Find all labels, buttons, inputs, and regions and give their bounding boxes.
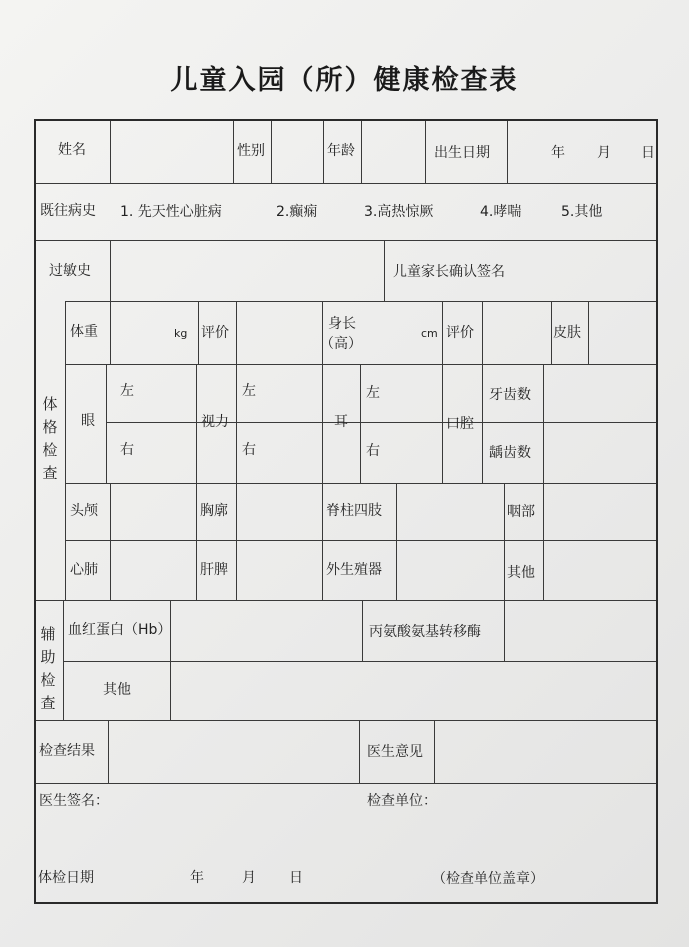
birth-year-label: 年 bbox=[551, 145, 565, 161]
row-divider bbox=[36, 183, 656, 184]
history-option: 2.癫痫 bbox=[276, 204, 318, 220]
page-title: 儿童入园（所）健康检查表 bbox=[170, 65, 519, 96]
caries-count-label: 龋齿数 bbox=[489, 445, 531, 461]
birth-day-label: 日 bbox=[641, 145, 655, 161]
eye-right-label: 右 bbox=[120, 442, 134, 458]
history-option: 1. 先天性心脏病 bbox=[120, 204, 222, 220]
row-divider bbox=[36, 600, 656, 601]
col-divider bbox=[425, 121, 426, 183]
col-divider bbox=[236, 301, 237, 364]
exam-date-label: 体检日期 bbox=[38, 870, 94, 886]
row-divider bbox=[65, 301, 656, 302]
weight-unit: kg bbox=[174, 327, 188, 340]
skin-label: 皮肤 bbox=[553, 325, 581, 341]
col-divider bbox=[442, 364, 443, 483]
exam-result-label: 检查结果 bbox=[39, 743, 95, 759]
weight-label: 体重 bbox=[70, 324, 98, 340]
col-divider bbox=[110, 483, 111, 600]
col-divider bbox=[198, 301, 199, 364]
col-divider bbox=[359, 720, 360, 783]
row-divider bbox=[106, 422, 656, 423]
doctor-opinion-label: 医生意见 bbox=[367, 744, 423, 760]
row-divider bbox=[65, 540, 656, 541]
col-divider bbox=[543, 364, 544, 483]
col-divider bbox=[63, 600, 64, 720]
row-divider bbox=[65, 483, 656, 484]
col-divider bbox=[271, 121, 272, 183]
row-divider bbox=[63, 661, 656, 662]
auxiliary-section-label: 辅助检查 bbox=[40, 625, 56, 712]
col-divider bbox=[170, 600, 171, 720]
name-label: 姓名 bbox=[58, 142, 86, 158]
col-divider bbox=[543, 483, 544, 600]
col-divider bbox=[384, 240, 385, 301]
col-divider bbox=[110, 301, 111, 364]
col-divider bbox=[236, 364, 237, 483]
stamp-label: （检查单位盖章） bbox=[432, 871, 544, 887]
vision-left-label: 左 bbox=[242, 383, 256, 399]
col-divider bbox=[504, 483, 505, 600]
vision-label: 视力 bbox=[201, 414, 229, 430]
col-divider bbox=[482, 301, 483, 364]
row-divider bbox=[36, 720, 656, 721]
col-divider bbox=[65, 301, 66, 600]
head-label: 头颅 bbox=[70, 503, 98, 519]
oral-label: 口腔 bbox=[446, 416, 474, 432]
col-divider bbox=[196, 364, 197, 483]
col-divider bbox=[442, 301, 443, 364]
birth-date-label: 出生日期 bbox=[434, 145, 490, 161]
eye-label: 眼 bbox=[81, 413, 95, 429]
gender-label: 性别 bbox=[237, 143, 265, 159]
col-divider bbox=[233, 121, 234, 183]
spine-label: 脊柱四肢 bbox=[326, 503, 382, 519]
doctor-signature-label: 医生签名： bbox=[39, 793, 109, 809]
col-divider bbox=[106, 364, 107, 483]
col-divider bbox=[323, 121, 324, 183]
col-divider bbox=[322, 301, 323, 364]
col-divider bbox=[507, 121, 508, 183]
physical-section-label: 体格检查 bbox=[42, 395, 58, 482]
col-divider bbox=[110, 121, 111, 183]
heart-lung-label: 心肺 bbox=[70, 562, 98, 578]
col-divider bbox=[360, 364, 361, 483]
col-divider bbox=[236, 483, 237, 600]
allergy-label: 过敏史 bbox=[49, 263, 91, 279]
height-label-line2: （高） bbox=[320, 336, 362, 352]
height-label-line1: 身长 bbox=[328, 316, 356, 332]
alt-label: 丙氨酸氨基转移酶 bbox=[369, 624, 481, 640]
col-divider bbox=[361, 121, 362, 183]
pharynx-label: 咽部 bbox=[507, 504, 535, 520]
row-divider bbox=[36, 783, 656, 784]
history-option: 3.高热惊厥 bbox=[364, 204, 434, 220]
chest-label: 胸廓 bbox=[200, 503, 228, 519]
col-divider bbox=[108, 720, 109, 783]
history-option: 5.其他 bbox=[561, 204, 603, 220]
vision-right-label: 右 bbox=[242, 442, 256, 458]
col-divider bbox=[322, 364, 323, 483]
hemoglobin-label: 血红蛋白（Hb） bbox=[68, 622, 172, 638]
col-divider bbox=[482, 364, 483, 483]
col-divider bbox=[551, 301, 552, 364]
liver-spleen-label: 肝脾 bbox=[200, 562, 228, 578]
col-divider bbox=[504, 600, 505, 661]
birth-month-label: 月 bbox=[597, 145, 611, 161]
weight-evaluation-label: 评价 bbox=[201, 325, 229, 341]
ear-left-label: 左 bbox=[366, 385, 380, 401]
col-divider bbox=[110, 240, 111, 301]
physical-other-label: 其他 bbox=[507, 565, 535, 581]
parent-signature-label: 儿童家长确认签名 bbox=[393, 264, 505, 280]
exam-day-label: 日 bbox=[289, 870, 303, 886]
height-evaluation-label: 评价 bbox=[446, 325, 474, 341]
height-unit: cm bbox=[421, 327, 438, 340]
ear-label: 耳 bbox=[334, 414, 348, 430]
form-frame bbox=[34, 119, 658, 904]
history-label: 既往病史 bbox=[40, 203, 96, 219]
col-divider bbox=[396, 483, 397, 600]
col-divider bbox=[588, 301, 589, 364]
row-divider bbox=[36, 240, 656, 241]
teeth-count-label: 牙齿数 bbox=[489, 387, 531, 403]
exam-unit-label: 检查单位： bbox=[367, 793, 437, 809]
exam-month-label: 月 bbox=[242, 870, 256, 886]
eye-left-label: 左 bbox=[120, 383, 134, 399]
history-option: 4.哮喘 bbox=[480, 204, 522, 220]
ear-right-label: 右 bbox=[366, 443, 380, 459]
col-divider bbox=[362, 600, 363, 661]
auxiliary-other-label: 其他 bbox=[103, 682, 131, 698]
age-label: 年龄 bbox=[327, 143, 355, 159]
genitals-label: 外生殖器 bbox=[326, 562, 382, 578]
col-divider bbox=[322, 483, 323, 600]
col-divider bbox=[196, 483, 197, 600]
col-divider bbox=[434, 720, 435, 783]
exam-year-label: 年 bbox=[190, 870, 204, 886]
